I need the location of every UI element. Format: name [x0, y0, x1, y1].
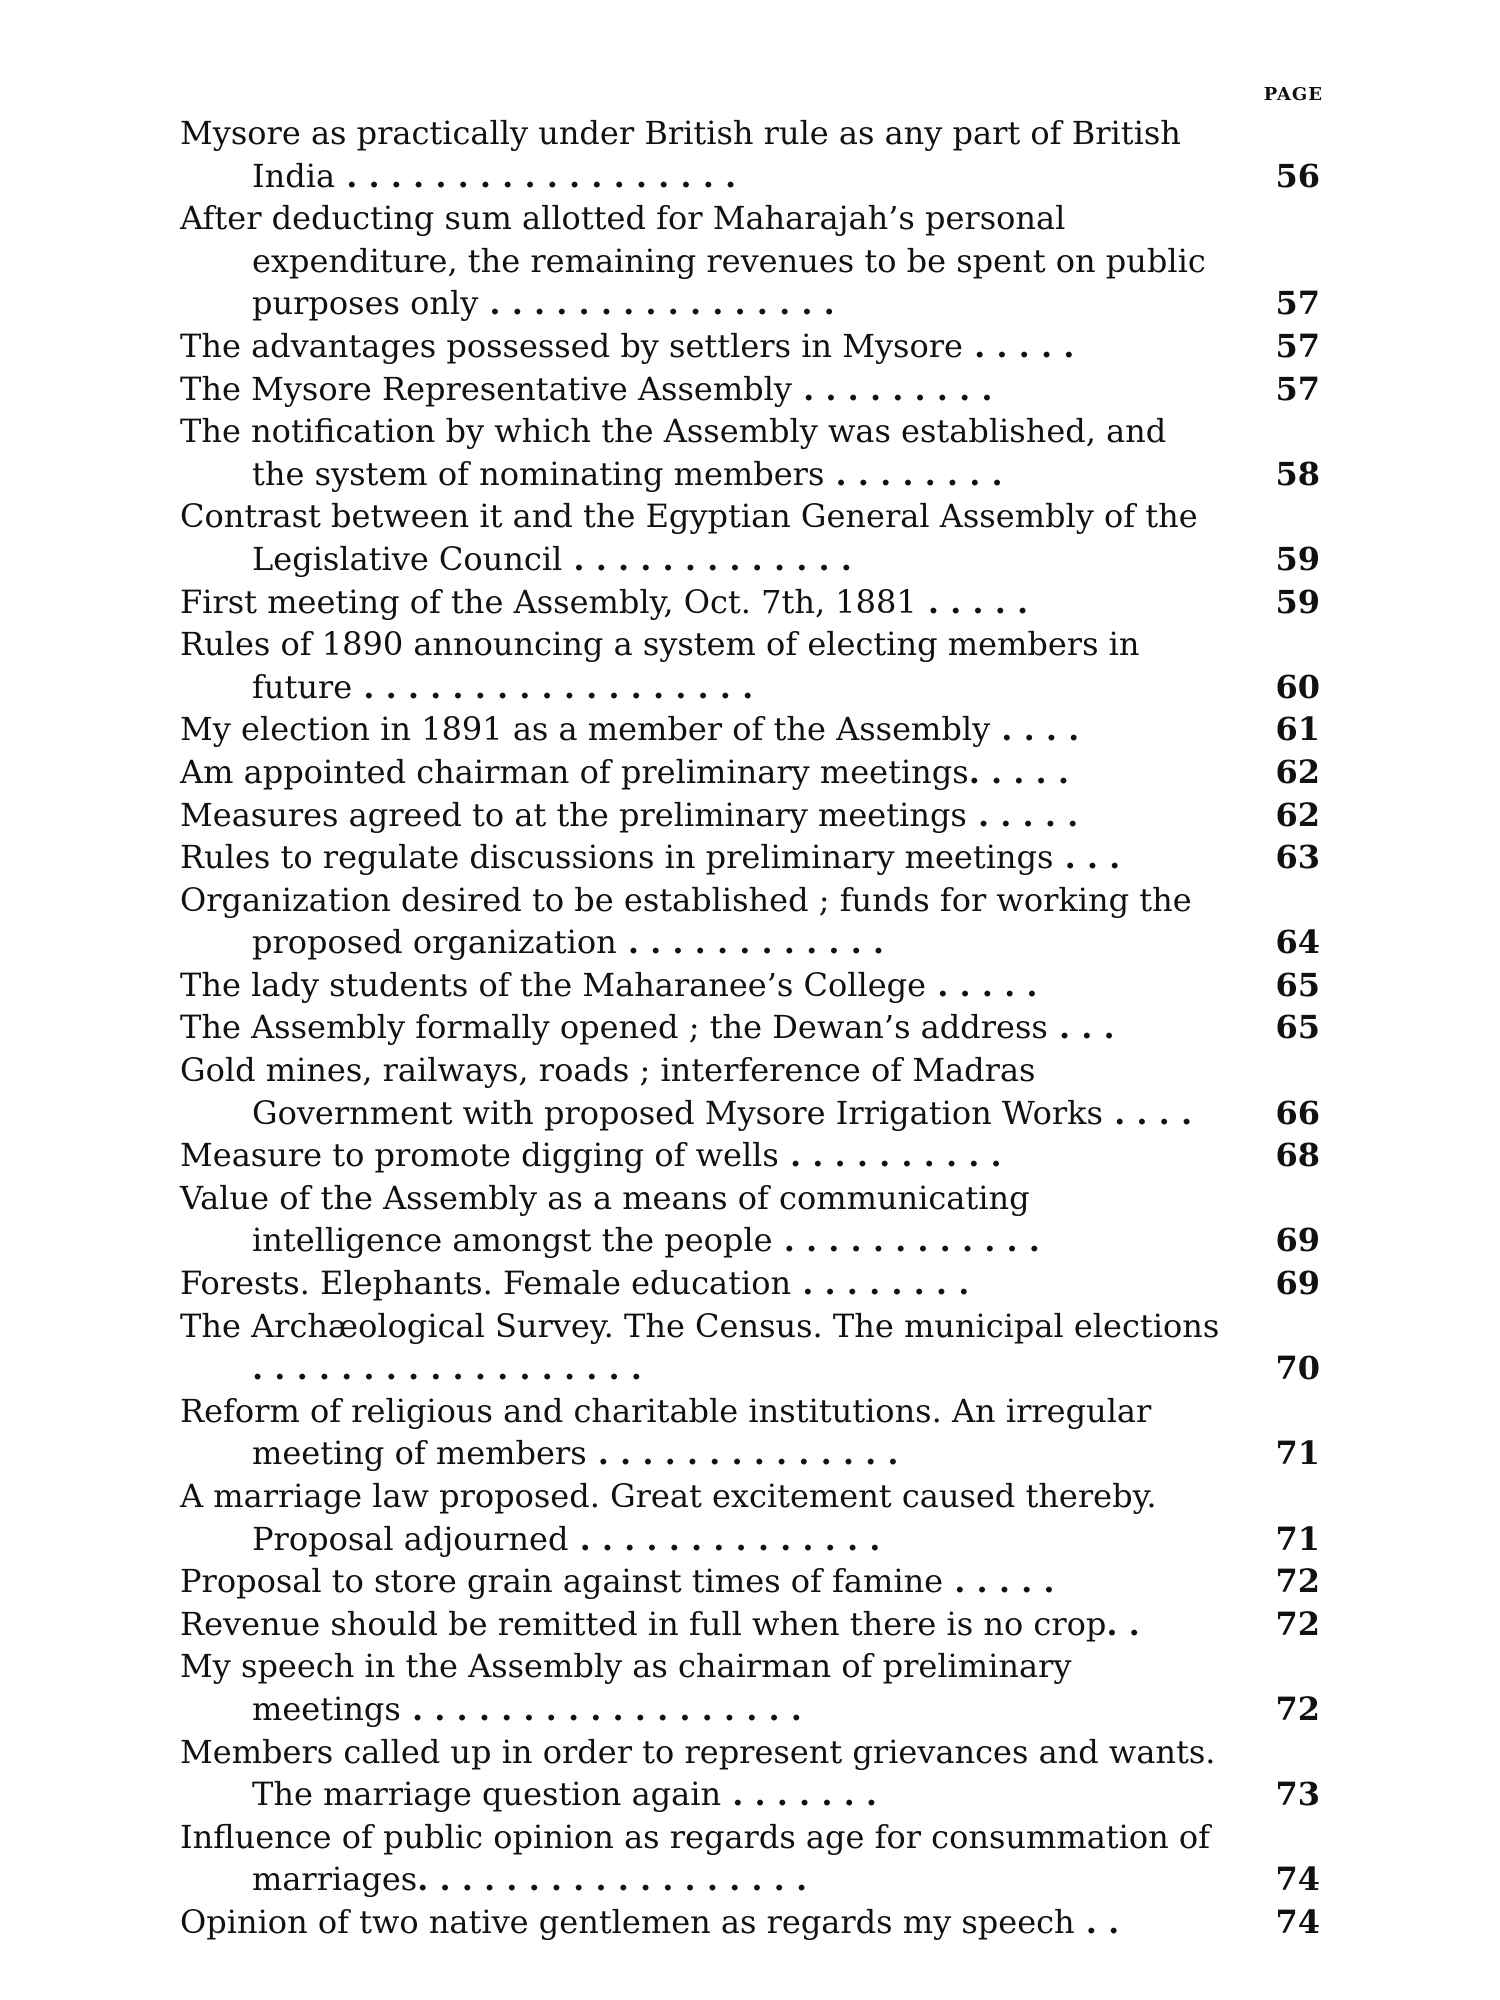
toc-page-number: 57: [1275, 284, 1320, 323]
toc-entry-text: Opinion of two native gentlemen as regards my speech: [180, 1902, 1075, 1941]
toc-dot-leader: . . . . . . . . . . . . . .: [586, 1434, 899, 1473]
toc-dot-leader: . . . . . . . . . . . . . . . . . .: [417, 1860, 808, 1899]
page-column-header: PAGE: [1263, 84, 1323, 105]
toc-page-number: 72: [1275, 1604, 1320, 1643]
toc-entry-text: Measures agreed to at the preliminary meetings: [180, 795, 967, 834]
toc-page-number: 72: [1275, 1689, 1320, 1728]
toc-entry: [180, 708, 1320, 751]
toc-entry-text: My election in 1891 as a member of the Assembly: [180, 710, 991, 749]
toc-entry-text: The Archæological Survey. The Census. The municipal elections: [180, 1306, 1220, 1345]
toc-entry-text: Mysore as practically under British rule as any part of British India: [180, 114, 1181, 195]
toc-entry-text: A marriage law proposed. Great excitement caused thereby. Proposal adjourned: [180, 1477, 1157, 1558]
toc-dot-leader: . . . . . . . .: [824, 454, 1003, 493]
toc-entry: [180, 1177, 1320, 1262]
toc-page-number: 63: [1275, 838, 1320, 877]
toc-dot-leader: . . . . . . . . . . . . . . . . . .: [335, 156, 737, 195]
toc-page-number: 59: [1275, 582, 1320, 621]
toc-dot-leader: . . . .: [990, 710, 1080, 749]
toc-entry: [180, 1262, 1320, 1305]
toc-entry-text: The advantages possessed by settlers in Mysore: [180, 326, 963, 365]
toc-entry: [180, 879, 1320, 964]
toc-page-number: 60: [1275, 667, 1320, 706]
toc-page-number: 72: [1275, 1562, 1320, 1601]
toc-entry: [180, 1901, 1320, 1944]
toc-page-number: 59: [1275, 539, 1320, 578]
toc-dot-leader: . . . . .: [966, 795, 1079, 834]
toc-entry-text: Am appointed chairman of preliminary meetings: [180, 752, 969, 791]
toc-dot-leader: . . .: [1047, 1008, 1115, 1047]
toc-entry: [180, 1390, 1320, 1475]
toc-page-number: 66: [1275, 1093, 1320, 1132]
toc-entry-text: Rules to regulate discussions in preliminary meetings: [180, 838, 1054, 877]
toc-entry-text: The notification by which the Assembly was established, and the system of nominating members: [180, 412, 1167, 493]
toc-entry-text: Measure to promote digging of wells: [180, 1136, 779, 1175]
toc-entry-text: Organization desired to be established ; funds for working the proposed organization: [180, 880, 1192, 962]
toc-dot-leader: . . . . . . .: [721, 1775, 878, 1814]
toc-dot-leader: . . . . . . . . . . . . . . . . . .: [252, 1349, 642, 1388]
toc-entry: [180, 751, 1320, 794]
toc-page-number: 57: [1275, 369, 1320, 408]
toc-entry-text: Influence of public opinion as regards age for consummation of marriages: [180, 1817, 1211, 1899]
toc-entry-text: Reform of religious and charitable institutions. An irregular meeting of members: [180, 1391, 1152, 1473]
toc-page-number: 70: [1275, 1349, 1320, 1388]
toc-page-number: 57: [1275, 326, 1320, 365]
toc-dot-leader: . . . . . . . . . . . . . .: [568, 1519, 881, 1558]
toc-page-number: 62: [1275, 752, 1320, 791]
toc-page-number: 73: [1275, 1775, 1320, 1814]
toc-page-number: 74: [1275, 1860, 1320, 1899]
toc-entry-text: Proposal to store grain against times of famine: [180, 1562, 944, 1601]
toc-entry: [180, 1731, 1320, 1816]
toc-entry-text: Rules of 1890 announcing a system of electing members in future: [180, 625, 1140, 706]
toc-page-number: 74: [1275, 1902, 1320, 1941]
toc-entry: [180, 1049, 1320, 1134]
toc-entry: [180, 410, 1320, 495]
toc-dot-leader: . . . . . . . . . . . . . . . . . .: [400, 1689, 802, 1728]
toc-entry-text: The Mysore Representative Assembly: [180, 369, 792, 408]
toc-entry: [180, 964, 1320, 1007]
toc-entry: [180, 623, 1320, 708]
toc-entry-text: Gold mines, railways, roads ; interference of Madras Government with proposed Mysore Irrigation Works: [180, 1051, 1103, 1132]
toc-entry-text: Revenue should be remitted in full when there is no crop: [180, 1604, 1107, 1643]
toc-entry-text: Value of the Assembly as a means of communicating intelligence amongst the people: [180, 1178, 1030, 1260]
toc-dot-leader: . . . . .: [916, 582, 1029, 621]
toc-entry-text: Members called up in order to represent grievances and wants. The marriage question again: [180, 1732, 1216, 1814]
toc-entry: [180, 1134, 1320, 1177]
toc-dot-leader: . . . . . . . . . . . . .: [562, 539, 852, 578]
toc-dot-leader: . . . . .: [968, 752, 1069, 791]
toc-page-number: 65: [1275, 965, 1320, 1004]
toc-dot-leader: . . . .: [1102, 1093, 1193, 1132]
toc-entry: [180, 1305, 1320, 1390]
toc-entry: [180, 1475, 1320, 1560]
toc-page-number: 69: [1275, 1264, 1320, 1303]
toc-dot-leader: . . .: [1053, 838, 1121, 877]
toc-dot-leader: . . . . . . . . . . . . . . . .: [478, 284, 835, 323]
toc-entry: [180, 197, 1320, 325]
toc-entry: [180, 1816, 1320, 1901]
toc-page-number: 65: [1275, 1008, 1320, 1047]
toc-page-number: 71: [1275, 1434, 1320, 1473]
toc-page-number: 58: [1275, 454, 1320, 493]
toc-dot-leader: . . . . . . . .: [791, 1264, 970, 1303]
toc-entry: [180, 1006, 1320, 1049]
toc-page-number: 61: [1275, 710, 1320, 749]
toc-page-number: 68: [1275, 1136, 1320, 1175]
toc-page-number: 62: [1275, 795, 1320, 834]
toc-entry: [180, 368, 1320, 411]
toc-entry-text: After deducting sum allotted for Maharajah’s personal expenditure, the remaining revenues to be spent on public purposes only: [180, 199, 1206, 323]
toc-dot-leader: . . . . . . . . . . . . . . . . . .: [352, 667, 754, 706]
toc-page-number: 69: [1275, 1221, 1320, 1260]
toc-dot-leader: . . . . . . . . . . . .: [772, 1221, 1040, 1260]
toc-entry: [180, 1603, 1320, 1646]
toc-entry: [180, 112, 1320, 197]
toc-dot-leader: . . . . . . . . . .: [778, 1136, 1002, 1175]
toc-entry-text: The lady students of the Maharanee’s College: [180, 965, 927, 1004]
toc-dot-leader: . . . . .: [926, 965, 1038, 1004]
toc-entry: [180, 325, 1320, 368]
toc-entry: [180, 1645, 1320, 1730]
toc-entry-text: The Assembly formally opened ; the Dewan’s address: [180, 1008, 1048, 1047]
toc-page-number: 56: [1275, 156, 1320, 195]
table-of-contents: [180, 112, 1320, 1944]
toc-dot-leader: . .: [1074, 1902, 1120, 1941]
toc-dot-leader: . .: [1106, 1604, 1140, 1643]
toc-entry: [180, 1560, 1320, 1603]
toc-entry-text: My speech in the Assembly as chairman of preliminary meetings: [180, 1647, 1072, 1728]
toc-dot-leader: . . . . . . . . .: [791, 369, 993, 408]
toc-entry: [180, 581, 1320, 624]
toc-dot-leader: . . . . . . . . . . . .: [616, 923, 885, 962]
toc-entry-text: First meeting of the Assembly, Oct. 7th, 1881: [180, 582, 917, 621]
toc-entry: [180, 836, 1320, 879]
toc-page-number: 64: [1275, 923, 1320, 962]
toc-page-number: 71: [1275, 1519, 1320, 1558]
toc-entry: [180, 794, 1320, 837]
toc-entry-text: Contrast between it and the Egyptian General Assembly of the Legislative Council: [180, 497, 1198, 578]
toc-dot-leader: . . . . .: [962, 326, 1075, 365]
toc-entry-text: Forests. Elephants. Female education: [180, 1264, 792, 1303]
toc-entry: [180, 495, 1320, 580]
toc-dot-leader: . . . . .: [943, 1562, 1055, 1601]
